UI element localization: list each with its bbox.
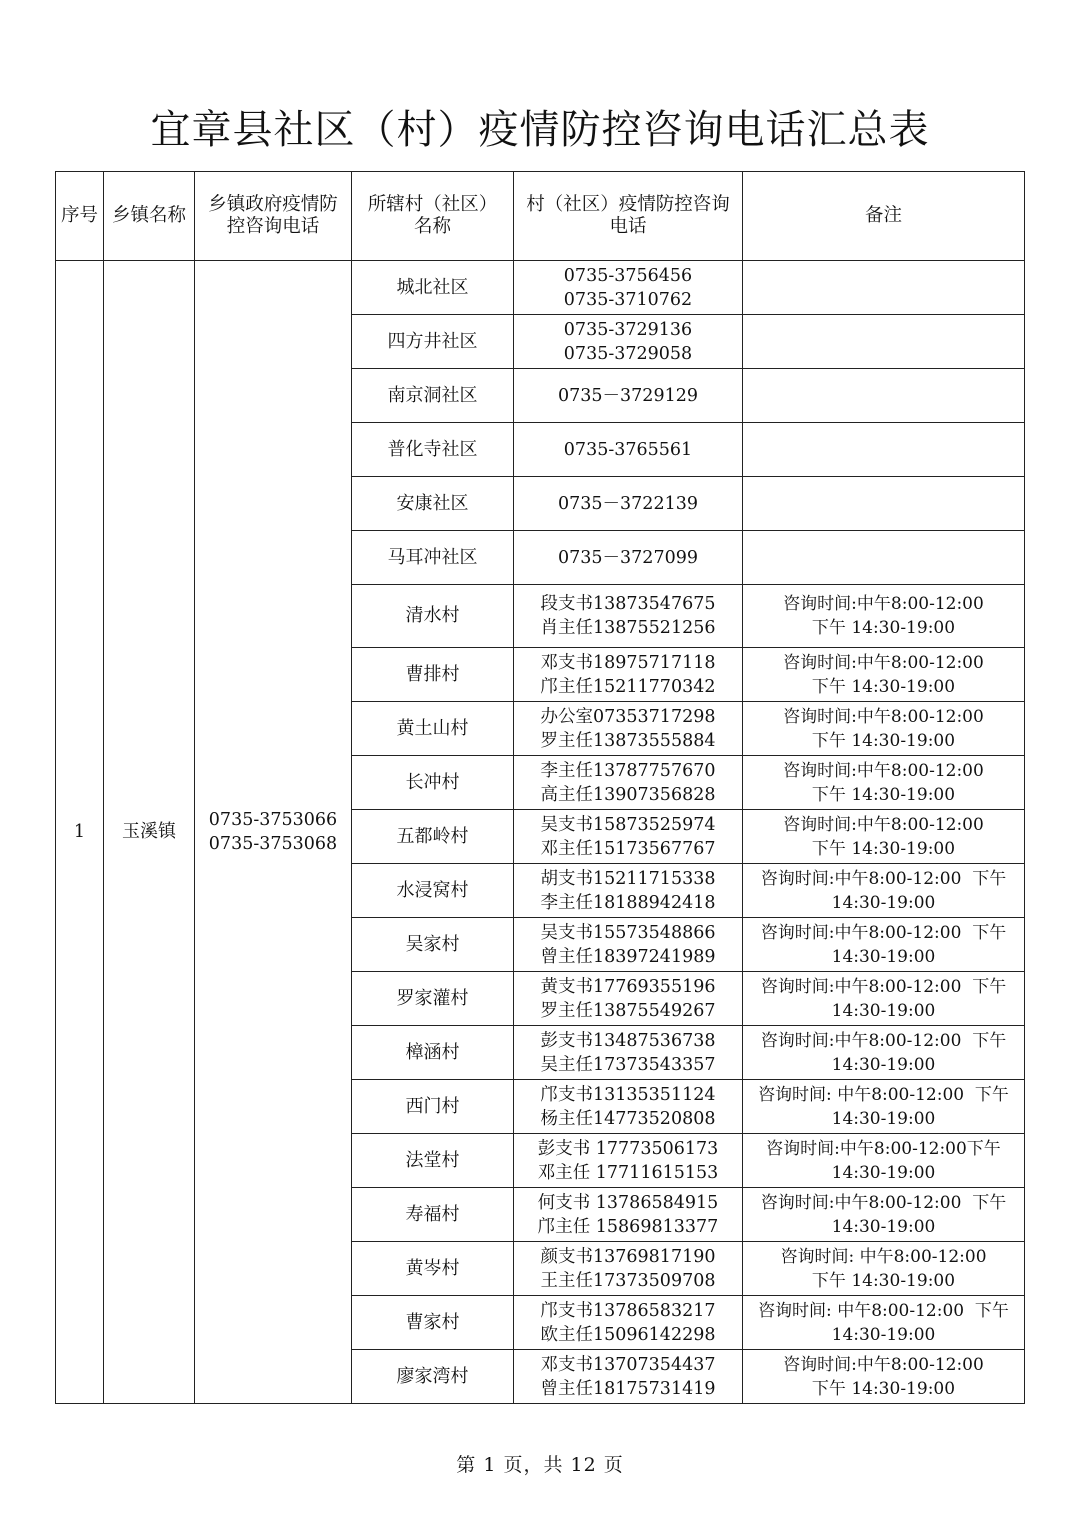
- village-name: 城北社区: [352, 261, 514, 315]
- village-phone: [514, 1350, 743, 1404]
- village-phone: [514, 1242, 743, 1296]
- village-name: 寿福村: [352, 1188, 514, 1242]
- village-name: 黄土山村: [352, 702, 514, 756]
- remark: [743, 477, 1025, 531]
- village-phone: [514, 423, 743, 477]
- remark: [743, 1080, 1025, 1134]
- village-name: 南京洞社区: [352, 369, 514, 423]
- remark-line: 咨询时间:中午8:00-12:00 下午: [760, 1192, 1007, 1213]
- phone-line: 邝主任 15869813377: [537, 1216, 719, 1237]
- remark: [743, 1134, 1025, 1188]
- village-phone: [514, 864, 743, 918]
- group-seq: [56, 261, 104, 1404]
- table-body: [56, 261, 1025, 1404]
- phone-line: 彭支书13487536738: [540, 1030, 716, 1051]
- contact-table: [55, 171, 1025, 1404]
- phone-line: 邓主任15173567767: [540, 838, 716, 859]
- remark-line: 14:30-19:00: [831, 1000, 936, 1021]
- village-name: 安康社区: [352, 477, 514, 531]
- village-name: 曹排村: [352, 648, 514, 702]
- remark-line: 下午 14:30-19:00: [811, 1378, 956, 1399]
- phone-line: 吴支书15573548866: [540, 922, 716, 943]
- remark-line: 14:30-19:00: [831, 1216, 936, 1237]
- remark-line: 14:30-19:00: [831, 892, 936, 913]
- remark-line: 咨询时间:中午8:00-12:00: [783, 706, 984, 727]
- phone-line: 邝支书13135351124: [540, 1084, 716, 1105]
- phone-line: 邓支书13707354437: [540, 1354, 716, 1375]
- phone-line: 吴主任17373543357: [540, 1054, 716, 1075]
- phone-line: 罗主任13875549267: [540, 1000, 716, 1021]
- remark: [743, 972, 1025, 1026]
- remark-line: 咨询时间:中午8:00-12:00: [783, 760, 984, 781]
- village-name: 法堂村: [352, 1134, 514, 1188]
- village-phone: [514, 477, 743, 531]
- village-phone: [514, 1134, 743, 1188]
- village-phone: [514, 756, 743, 810]
- phone-line: 0735-3710762: [563, 289, 693, 310]
- header-town: 乡镇名称: [104, 172, 195, 261]
- remark-line: 咨询时间:中午8:00-12:00 下午: [760, 868, 1007, 889]
- remark-line: 咨询时间:中午8:00-12:00 下午: [760, 1030, 1007, 1051]
- village-phone: [514, 702, 743, 756]
- phone-line: 曾主任18175731419: [540, 1378, 716, 1399]
- remark: [743, 1242, 1025, 1296]
- page-footer: 第 1 页，共 12 页: [456, 1454, 624, 1476]
- remark-line: 14:30-19:00: [831, 946, 936, 967]
- remark: [743, 918, 1025, 972]
- phone-line: 黄支书17769355196: [540, 976, 716, 997]
- remark-line: 下午 14:30-19:00: [811, 784, 956, 805]
- village-name: 清水村: [352, 585, 514, 648]
- phone-line: 0735-3756456: [563, 265, 693, 286]
- remark-line: 咨询时间: 中午8:00-12:00 下午: [758, 1300, 1009, 1321]
- header-village: 所辖村（社区）名称: [352, 172, 514, 261]
- village-name: 马耳冲社区: [352, 531, 514, 585]
- phone-line: 何支书 13786584915: [537, 1192, 719, 1213]
- phone-line: 邝支书13786583217: [540, 1300, 716, 1321]
- village-name: 长冲村: [352, 756, 514, 810]
- village-phone: [514, 1026, 743, 1080]
- village-phone: [514, 972, 743, 1026]
- remark-line: 14:30-19:00: [831, 1108, 936, 1129]
- remark-line: 咨询时间: 中午8:00-12:00 下午: [758, 1084, 1009, 1105]
- village-phone: [514, 1188, 743, 1242]
- village-phone: [514, 1296, 743, 1350]
- phone-line: 胡支书15211715338: [540, 868, 716, 889]
- remark-line: 14:30-19:00: [831, 1324, 936, 1345]
- phone-line: 李主任13787757670: [540, 760, 716, 781]
- phone-line: 欧主任15096142298: [540, 1324, 716, 1345]
- remark-line: 咨询时间:中午8:00-12:00下午: [766, 1138, 1001, 1159]
- remark: [743, 585, 1025, 648]
- remark-line: 咨询时间: 中午8:00-12:00: [780, 1246, 987, 1267]
- village-name: 樟涵村: [352, 1026, 514, 1080]
- remark-line: 咨询时间:中午8:00-12:00: [783, 1354, 984, 1375]
- remark-line: 咨询时间:中午8:00-12:00: [783, 652, 984, 673]
- remark-line: 咨询时间:中午8:00-12:00: [783, 814, 984, 835]
- village-phone: [514, 261, 743, 315]
- town-phone-line: 0735-3753068: [208, 834, 338, 854]
- remark-line: 14:30-19:00: [831, 1162, 936, 1183]
- phone-line: 邝主任15211770342: [540, 676, 716, 697]
- phone-line: 办公室07353717298: [540, 706, 716, 727]
- village-phone: [514, 810, 743, 864]
- remark: [743, 756, 1025, 810]
- phone-line: 曾主任18397241989: [540, 946, 716, 967]
- phone-line: 0735-3729058: [563, 343, 693, 364]
- village-name: 西门村: [352, 1080, 514, 1134]
- village-phone: [514, 648, 743, 702]
- group-seq-text: 1: [73, 822, 86, 842]
- remark: [743, 1188, 1025, 1242]
- remark-line: 下午 14:30-19:00: [811, 730, 956, 751]
- village-name: 曹家村: [352, 1296, 514, 1350]
- remark: [743, 810, 1025, 864]
- phone-line: 杨主任14773520808: [540, 1108, 716, 1129]
- phone-line: 高主任13907356828: [540, 784, 716, 805]
- remark-line: 咨询时间:中午8:00-12:00: [783, 594, 984, 614]
- village-phone: [514, 369, 743, 423]
- group-town: [104, 261, 195, 1404]
- remark: [743, 1296, 1025, 1350]
- phone-line: 邓主任 17711615153: [537, 1162, 719, 1183]
- remark-line: 咨询时间:中午8:00-12:00 下午: [760, 922, 1007, 943]
- page-title: 宜章县社区（村）疫情防控咨询电话汇总表: [150, 107, 930, 153]
- village-name: 普化寺社区: [352, 423, 514, 477]
- phone-line: 王主任17373509708: [540, 1270, 716, 1291]
- village-phone: [514, 531, 743, 585]
- village-name: 罗家灌村: [352, 972, 514, 1026]
- phone-line: 肖主任13875521256: [540, 618, 716, 638]
- phone-line: 罗主任13873555884: [540, 730, 716, 751]
- remark-line: 下午 14:30-19:00: [811, 838, 956, 859]
- phone-line: 颜支书13769817190: [540, 1246, 716, 1267]
- group-town-text: 玉溪镇: [122, 821, 176, 842]
- village-phone: [514, 1080, 743, 1134]
- remark: [743, 1350, 1025, 1404]
- remark: [743, 864, 1025, 918]
- phone-line: 0735－3722139: [558, 493, 698, 514]
- village-name: 黄岑村: [352, 1242, 514, 1296]
- phone-line: 李主任18188942418: [540, 892, 716, 913]
- remark: [743, 369, 1025, 423]
- village-name: 五都岭村: [352, 810, 514, 864]
- town-phone-line: 0735-3753066: [208, 810, 338, 830]
- village-name: 吴家村: [352, 918, 514, 972]
- phone-line: 邓支书18975717118: [540, 652, 716, 673]
- remark-line: 咨询时间:中午8:00-12:00 下午: [760, 976, 1007, 997]
- group-town-phone: [195, 261, 352, 1404]
- table-row: [56, 261, 1025, 315]
- phone-line: 彭支书 17773506173: [537, 1138, 719, 1159]
- header-village-phone: 村（社区）疫情防控咨询电话: [514, 172, 743, 261]
- phone-line: 0735－3729129: [558, 385, 698, 406]
- header-town-phone: 乡镇政府疫情防控咨询电话: [195, 172, 352, 261]
- remark-line: 14:30-19:00: [831, 1054, 936, 1075]
- remark: [743, 1026, 1025, 1080]
- village-name: 水浸窝村: [352, 864, 514, 918]
- remark-line: 下午 14:30-19:00: [811, 676, 956, 697]
- village-phone: [514, 918, 743, 972]
- village-phone: [514, 585, 743, 648]
- remark: [743, 423, 1025, 477]
- header-remark: 备注: [743, 172, 1025, 261]
- remark: [743, 315, 1025, 369]
- remark-line: 下午 14:30-19:00: [811, 1270, 956, 1291]
- village-phone: [514, 315, 743, 369]
- remark: [743, 648, 1025, 702]
- header-row: [56, 172, 1025, 261]
- phone-line: 0735-3729136: [563, 319, 693, 340]
- phone-line: 0735－3727099: [558, 547, 698, 568]
- remark-line: 下午 14:30-19:00: [811, 618, 956, 638]
- remark: [743, 702, 1025, 756]
- village-name: 廖家湾村: [352, 1350, 514, 1404]
- header-seq: 序号: [56, 172, 104, 261]
- remark: [743, 261, 1025, 315]
- village-name: 四方井社区: [352, 315, 514, 369]
- phone-line: 段支书13873547675: [540, 594, 716, 614]
- remark: [743, 531, 1025, 585]
- phone-line: 0735-3765561: [563, 439, 693, 460]
- phone-line: 吴支书15873525974: [540, 814, 716, 835]
